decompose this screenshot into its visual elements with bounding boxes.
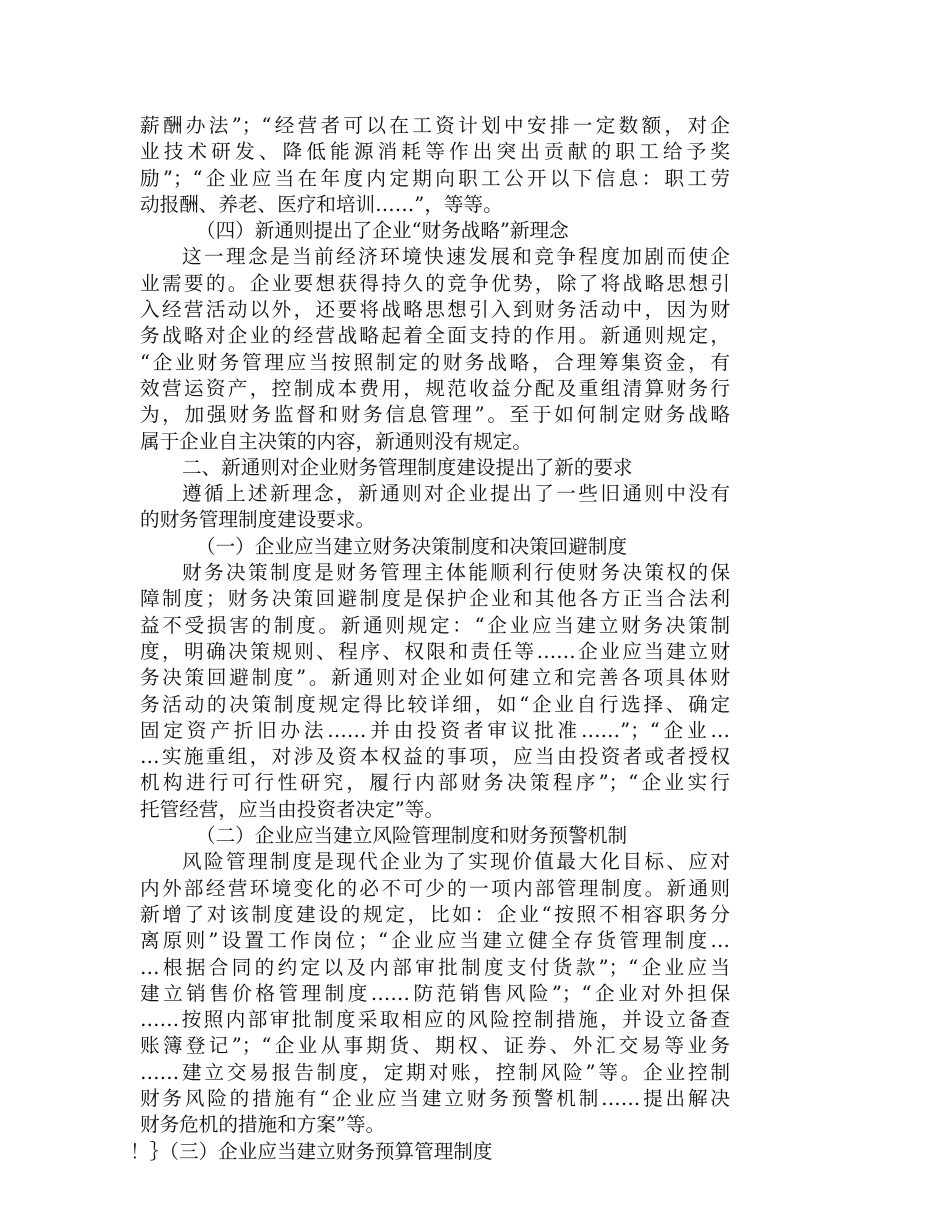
text-line: 障制度；财务决策回避制度是保护企业和其他各方正当合法利	[140, 587, 730, 611]
text-line: 财务危机的措施和方案”等。	[140, 1113, 386, 1137]
text-line: 益不受损害的制度。新通则规定：“企业应当建立财务决策制	[140, 613, 730, 637]
section-heading	[140, 534, 730, 560]
paragraph	[130, 1139, 730, 1165]
text-line: 效营运资产，控制成本费用，规范收益分配及重组清算财务行	[140, 376, 730, 400]
text-line: 度，明确决策规则、程序、权限和责任等……企业应当建立财	[140, 639, 730, 663]
text-line: 财务风险的措施有“企业应当建立财务预警机制……提出解决	[140, 1086, 730, 1110]
text-line: （四）新通则提出了企业“财务战略”新理念	[196, 219, 569, 243]
text-line: “企业财务管理应当按照制定的财务战略，合理筹集资金，有	[140, 350, 730, 374]
text-line: ！｝（三）企业应当建立财务预算管理制度	[130, 1139, 493, 1163]
section-heading	[140, 823, 730, 849]
text-line: （一）企业应当建立财务决策制度和决策回避制度	[196, 534, 628, 558]
text-line: 务活动的决策制度规定得比较详细，如“企业自行选择、确定	[140, 692, 730, 716]
text-line: 业技术研发、降低能源消耗等作出突出贡献的职工给予奖	[140, 140, 730, 164]
paragraph	[140, 244, 730, 454]
text-line: 账簿登记”；“企业从事期货、期权、证券、外汇交易等业务	[140, 1034, 730, 1058]
text-line: （二）企业应当建立风险管理制度和财务预警机制	[196, 824, 628, 848]
text-line: 务战略对企业的经营战略起着全面支持的作用。新通则规定，	[140, 324, 730, 348]
text-line: 风险管理制度是现代企业为了实现价值最大化目标、应对	[182, 850, 730, 874]
text-line: 入经营活动以外，还要将战略思想引入到财务活动中，因为财	[140, 298, 730, 322]
document-body	[130, 113, 730, 1165]
section-heading	[140, 218, 730, 244]
text-line: 薪酬办法”；“经营者可以在工资计划中安排一定数额，对企	[140, 114, 730, 137]
text-line: 的财务管理制度建设要求。	[140, 508, 376, 532]
text-line: 固定资产折旧办法……并由投资者审议批准……”；“企业…	[140, 718, 730, 742]
text-line: 内外部经营环境变化的必不可少的一项内部管理制度。新通则	[140, 876, 730, 900]
text-line: …根据合同的约定以及内部审批制度支付货款”；“企业应当	[140, 955, 730, 979]
text-line: ……按照内部审批制度采取相应的风险控制措施，并设立备查	[140, 1008, 730, 1032]
text-line: 属于企业自主决策的内容，新通则没有规定。	[140, 429, 532, 453]
text-line: 托管经营，应当由投资者决定”等。	[140, 797, 444, 821]
text-line: ……建立交易报告制度，定期对账，控制风险”等。企业控制	[140, 1060, 730, 1084]
text-line: 动报酬、养老、医疗和培训……”，等等。	[140, 192, 503, 216]
paragraph	[140, 481, 730, 534]
text-line: 建立销售价格管理制度……防范销售风险”；“企业对外担保	[140, 981, 730, 1005]
text-line: 新增了对该制度建设的规定，比如：企业“按照不相容职务分	[140, 902, 730, 926]
paragraph	[140, 455, 730, 481]
text-line: 务决策回避制度”。新通则对企业如何建立和完善各项具体财	[140, 666, 730, 690]
text-line: 财务决策制度是财务管理主体能顺利行使财务决策权的保	[182, 561, 730, 585]
text-line: 为，加强财务监督和财务信息管理”。至于如何制定财务战略	[140, 403, 730, 427]
text-line: 励”；“企业应当在年度内定期向职工公开以下信息：职工劳	[140, 166, 730, 190]
text-line: 机构进行可行性研究，履行内部财务决策程序”；“企业实行	[140, 771, 730, 795]
text-line: …实施重组，对涉及资本权益的事项，应当由投资者或者授权	[140, 745, 730, 769]
text-line: 业需要的。企业要想获得持久的竞争优势，除了将战略思想引	[140, 271, 730, 295]
paragraph	[140, 849, 730, 1138]
text-line: 二、新通则对企业财务管理制度建设提出了新的要求	[182, 455, 633, 479]
paragraph	[140, 113, 730, 218]
text-line: 这一理念是当前经济环境快速发展和竞争程度加剧而使企	[182, 245, 730, 269]
text-line: 离原则”设置工作岗位；“企业应当建立健全存货管理制度…	[140, 929, 730, 953]
paragraph	[140, 560, 730, 823]
text-line: 遵循上述新理念，新通则对企业提出了一些旧通则中没有	[182, 482, 730, 506]
